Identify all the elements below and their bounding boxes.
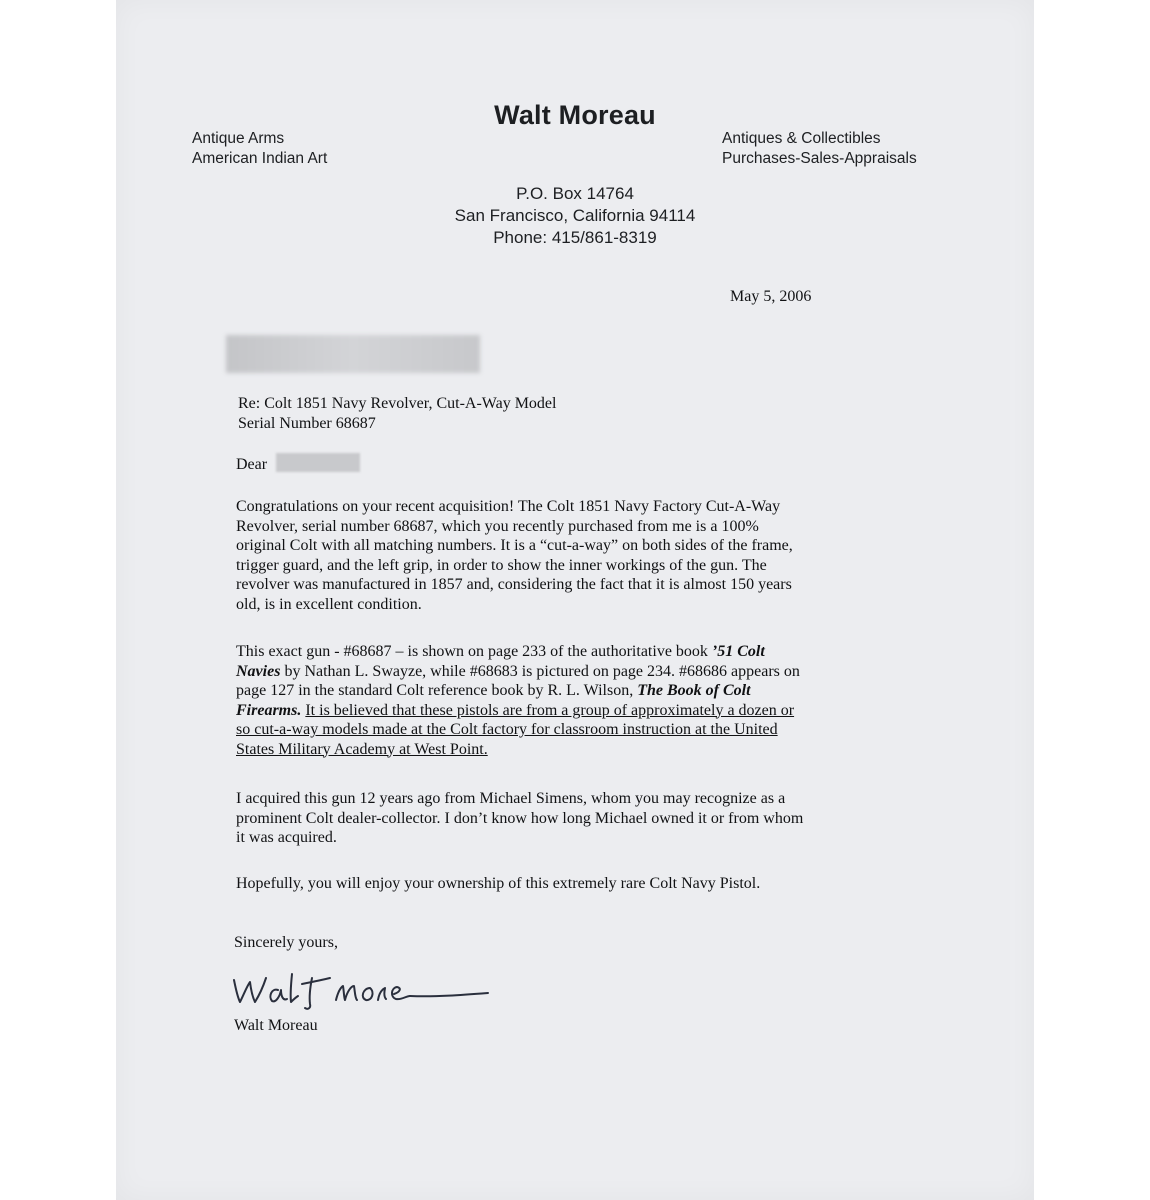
paragraph-closing-wish: Hopefully, you will enjoy your ownership of this extremely rare Colt Navy Pistol.: [236, 875, 761, 892]
text-run: This exact gun - #68687 – is shown on page 233 of the authoritative book: [236, 643, 712, 660]
letterhead-name: Walt Moreau: [494, 100, 656, 130]
letterhead-address: [420, 183, 730, 249]
address-line: San Francisco, California 94114: [454, 206, 696, 225]
underlined-statement: It is believed that these pistols are from a group of approximately a dozen or: [305, 701, 795, 719]
subject-serial-line: Serial Number 68687: [238, 415, 376, 432]
letterhead-left-line: Antique Arms: [192, 130, 285, 147]
underlined-statement: States Military Academy at West Point.: [236, 740, 488, 758]
closing: Sincerely yours,: [234, 934, 338, 951]
paragraph-line: it was acquired.: [236, 829, 337, 846]
paragraph-line: [236, 662, 876, 682]
redacted-recipient-name: [276, 453, 360, 472]
paragraph-line: prominent Colt dealer-collector. I don’t know how long Michael owned it or from whom: [236, 809, 804, 827]
redacted-recipient-address: [226, 335, 480, 373]
letterhead-left-line: American Indian Art: [192, 150, 328, 167]
paragraph-line: Revolver, serial number 68687, which you recently purchased from me is a 100%: [236, 517, 759, 535]
paragraph-line: Congratulations on your recent acquisition! The Colt 1851 Navy Factory Cut-A-Way: [236, 498, 781, 515]
letterhead-right-line: Antiques & Collectibles: [722, 130, 881, 147]
paragraph-line: [236, 642, 876, 662]
paragraph-line: [236, 701, 876, 721]
subject-re-line: Re: Colt 1851 Navy Revolver, Cut-A-Way Model: [238, 395, 557, 412]
book-title-51-colt: ’51 Colt: [711, 643, 765, 660]
paragraph-line: [236, 681, 876, 701]
salutation: Dear: [236, 456, 268, 473]
letterhead-right-line: Purchases-Sales-Appraisals: [722, 150, 917, 167]
book-title-firearms: Firearms.: [236, 701, 302, 719]
signer-name: Walt Moreau: [234, 1017, 318, 1034]
book-title-book-of-colt: The Book of Colt: [637, 682, 751, 699]
paragraph-acquisition: [236, 497, 876, 614]
handwritten-signature: [226, 966, 496, 1012]
book-title-navies: Navies: [236, 662, 281, 680]
text-run: page 127 in the standard Colt reference book by R. L. Wilson,: [236, 682, 638, 699]
address-line: P.O. Box 14764: [516, 184, 634, 203]
underlined-statement: so cut-a-way models made at the Colt factory for classroom instruction at the United: [236, 721, 778, 738]
subject-block: [238, 394, 556, 434]
letter-date: May 5, 2006: [730, 288, 812, 305]
letterhead-left: [192, 129, 327, 169]
paragraph-provenance: [236, 789, 876, 848]
text-run: by Nathan L. Swayze, while #68683 is pictured on page 234. #68686 appears on: [280, 662, 800, 680]
paragraph-line: revolver was manufactured in 1857 and, considering the fact that it is almost 150 years: [236, 576, 792, 593]
paragraph-line: old, is in excellent condition.: [236, 595, 422, 613]
paragraph-line: trigger guard, and the left grip, in order to show the inner workings of the gun. The: [236, 556, 767, 574]
address-line: Phone: 415/861-8319: [493, 228, 657, 247]
letterhead-right: [722, 129, 917, 169]
signature-text: Walt Moreau: [226, 1010, 232, 1011]
paragraph-references: [236, 642, 876, 759]
paragraph-line: I acquired this gun 12 years ago from Michael Simens, whom you may recognize as a: [236, 790, 786, 807]
paragraph-line: original Colt with all matching numbers. It is a “cut-a-way” on both sides of the frame,: [236, 537, 793, 554]
